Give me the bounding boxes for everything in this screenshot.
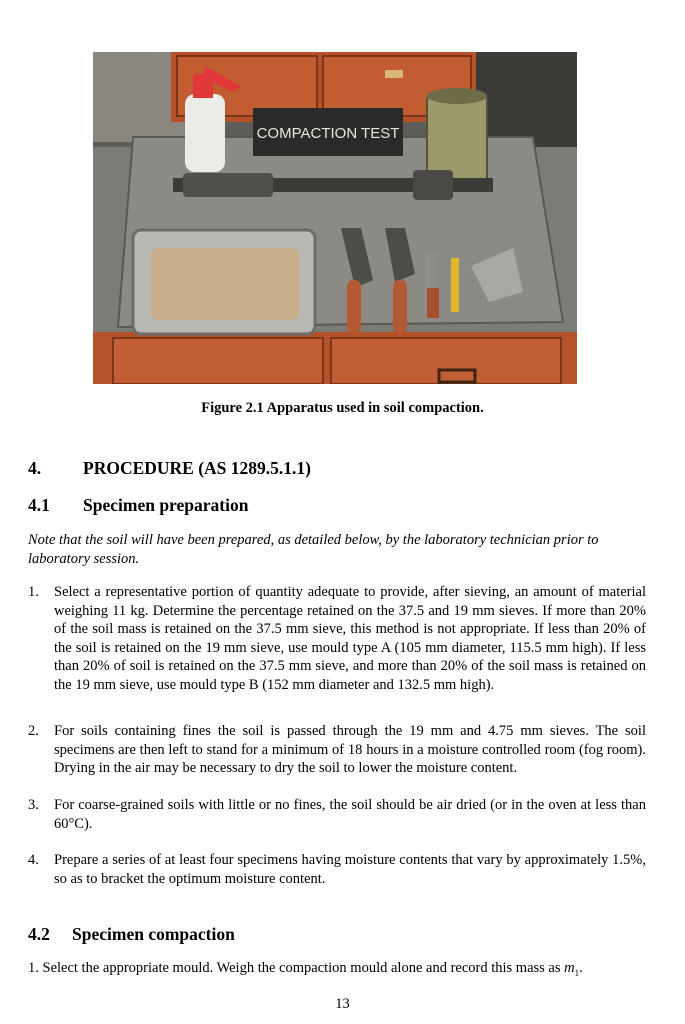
photo-sign-text: COMPACTION TEST [256, 125, 400, 142]
list-item [28, 583, 646, 694]
item-text: Prepare a series of at least four specimens having moisture contents that vary by approximately 1.5%, so as to bracket the optimum moisture content. [54, 852, 646, 887]
subsection-heading-4-2 [28, 924, 235, 945]
apparatus-photo-drawing [93, 52, 577, 384]
subsection-number: 4.2 [28, 924, 50, 944]
subsection-number: 4.1 [28, 495, 50, 515]
section-title: PROCEDURE (AS 1289.5.1.1) [83, 458, 311, 478]
item-number: 3. [28, 797, 39, 813]
figure-caption: Figure 2.1 Apparatus used in soil compaction. [201, 400, 484, 416]
subsection-title: Specimen preparation [83, 495, 249, 515]
list-item [28, 722, 646, 778]
apparatus-photo [93, 52, 577, 384]
preparation-note: Note that the soil will have been prepared, as detailed below, by the laboratory technician prior to laboratory session. [28, 532, 599, 567]
mass-variable-subscript: 1 [574, 967, 580, 978]
mass-variable: m [564, 960, 575, 976]
item-number: 2. [28, 723, 39, 739]
compaction-step-1 [28, 960, 668, 978]
step-end: . [579, 960, 583, 976]
page-number: 13 [335, 996, 350, 1012]
list-item [28, 851, 646, 888]
item-text: For soils containing fines the soil is passed through the 19 mm and 4.75 mm sieves. The soil specimens are then left to stand for a minimum of 18 hours in a moisture controlled room (fog room). Drying in the air may be necessary to dry the soil to lower the moisture content. [54, 723, 646, 776]
item-text: For coarse-grained soils with little or no fines, the soil should be air dried (or in the oven at less than 60°C). [54, 797, 646, 832]
item-text: Select a representative portion of quantity adequate to provide, after sieving, an amount of material weighing 11 kg. Determine the percentage retained on the 37.5 and 19 mm sieves. If more than 20% of the soil mass is retained on the 37.5 mm sieve, this method is not appropriate. If less than 20% of the soil is retained on the 19 mm sieve, use mould type A (105 mm diameter, 115.5 mm high). If less than 20% of soil is retained on the 37.5 mm sieve, and more than 20% of the soil mass is retained on the 19 mm sieve, use mould type B (152 mm diameter and 132.5 mm high). [54, 584, 646, 693]
item-number: 4. [28, 852, 39, 868]
subsection-heading-4-1 [28, 495, 248, 516]
step-text: 1. Select the appropriate mould. Weigh the compaction mould alone and record this mass as [28, 960, 565, 976]
section-number: 4. [28, 458, 42, 478]
item-number: 1. [28, 584, 39, 600]
list-item [28, 796, 646, 833]
section-heading-4 [28, 458, 311, 479]
subsection-title: Specimen compaction [72, 924, 235, 944]
